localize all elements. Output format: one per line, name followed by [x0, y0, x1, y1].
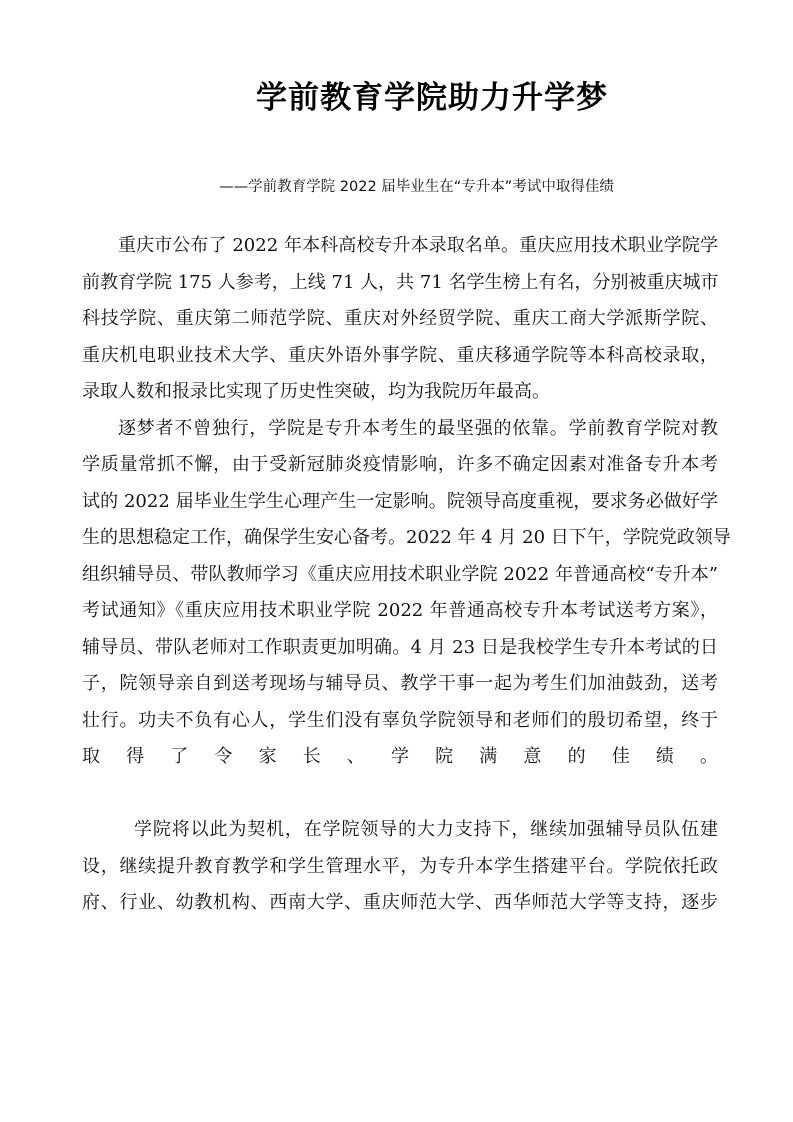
- text-line: 组织辅导员、带队教师学习《重庆应用技术职业学院 2022 年普通高校“专升本”: [82, 563, 718, 585]
- text-line: 逐梦者不曾独行，学院是专升本考生的最坚强的依靠。学前教育学院对教: [118, 417, 718, 439]
- text-line: 学质量常抓不懈，由于受新冠肺炎疫情影响，许多不确定因素对准备专升本考: [82, 454, 718, 475]
- text-line: 辅导员、带队老师对工作职责更加明确。4 月 23 日是我校学生专升本考试的日: [82, 636, 718, 658]
- article-body: [82, 228, 731, 922]
- paragraph-2: [82, 411, 731, 813]
- text-line: 设，继续提升教育教学和学生管理水平，为专升本学生搭建平台。学院依托政: [82, 855, 718, 877]
- text-line: 取得了令家长、学院满意的佳绩。: [82, 746, 718, 767]
- text-line: 科技学院、重庆第二师范学院、重庆对外经贸学院、重庆工商大学派斯学院、: [82, 308, 718, 329]
- paragraph-3: [82, 812, 718, 922]
- text-line: 前教育学院 175 人参考，上线 71 人，共 71 名学生榜上有名，分别被重庆城市: [82, 271, 719, 293]
- text-line: 录取人数和报录比实现了历史性突破，均为我院历年最高。: [82, 381, 550, 402]
- text-line: 子，院领导亲自到送考现场与辅导员、教学干事一起为考生们加油鼓劲，送考: [82, 673, 718, 694]
- text-line: 考试通知》《重庆应用技术职业学院 2022 年普通高校专升本考试送考方案》，: [82, 600, 718, 621]
- text-line: 府、行业、幼教机构、西南大学、重庆师范大学、西华师范大学等支持，逐步: [82, 892, 718, 913]
- paragraph-1: [82, 228, 718, 411]
- text-line: 学院将以此为契机，在学院领导的大力支持下，继续加强辅导员队伍建: [134, 819, 718, 840]
- text-line: 重庆机电职业技术大学、重庆外语外事学院、重庆移通学院等本科高校录取，: [82, 344, 718, 366]
- page-title: 学前教育学院助力升学梦: [256, 80, 608, 116]
- text-line: [82, 776, 718, 813]
- text-line: 壮行。功夫不负有心人，学生们没有辜负学院领导和老师们的殷切希望，终于: [82, 709, 718, 731]
- text-line: 试的 2022 届毕业生学生心理产生一定影响。院领导高度重视，要求务必做好学: [82, 490, 718, 512]
- text-line: 重庆市公布了 2022 年本科高校专升本录取名单。重庆应用技术职业学院学: [118, 235, 718, 256]
- text-line: 生的思想稳定工作，确保学生安心备考。2022 年 4 月 20 日下午，学院党政领导: [82, 527, 731, 548]
- page-subtitle: ——学前教育学院 2022 届毕业生在“专升本”考试中取得佳绩: [219, 179, 614, 195]
